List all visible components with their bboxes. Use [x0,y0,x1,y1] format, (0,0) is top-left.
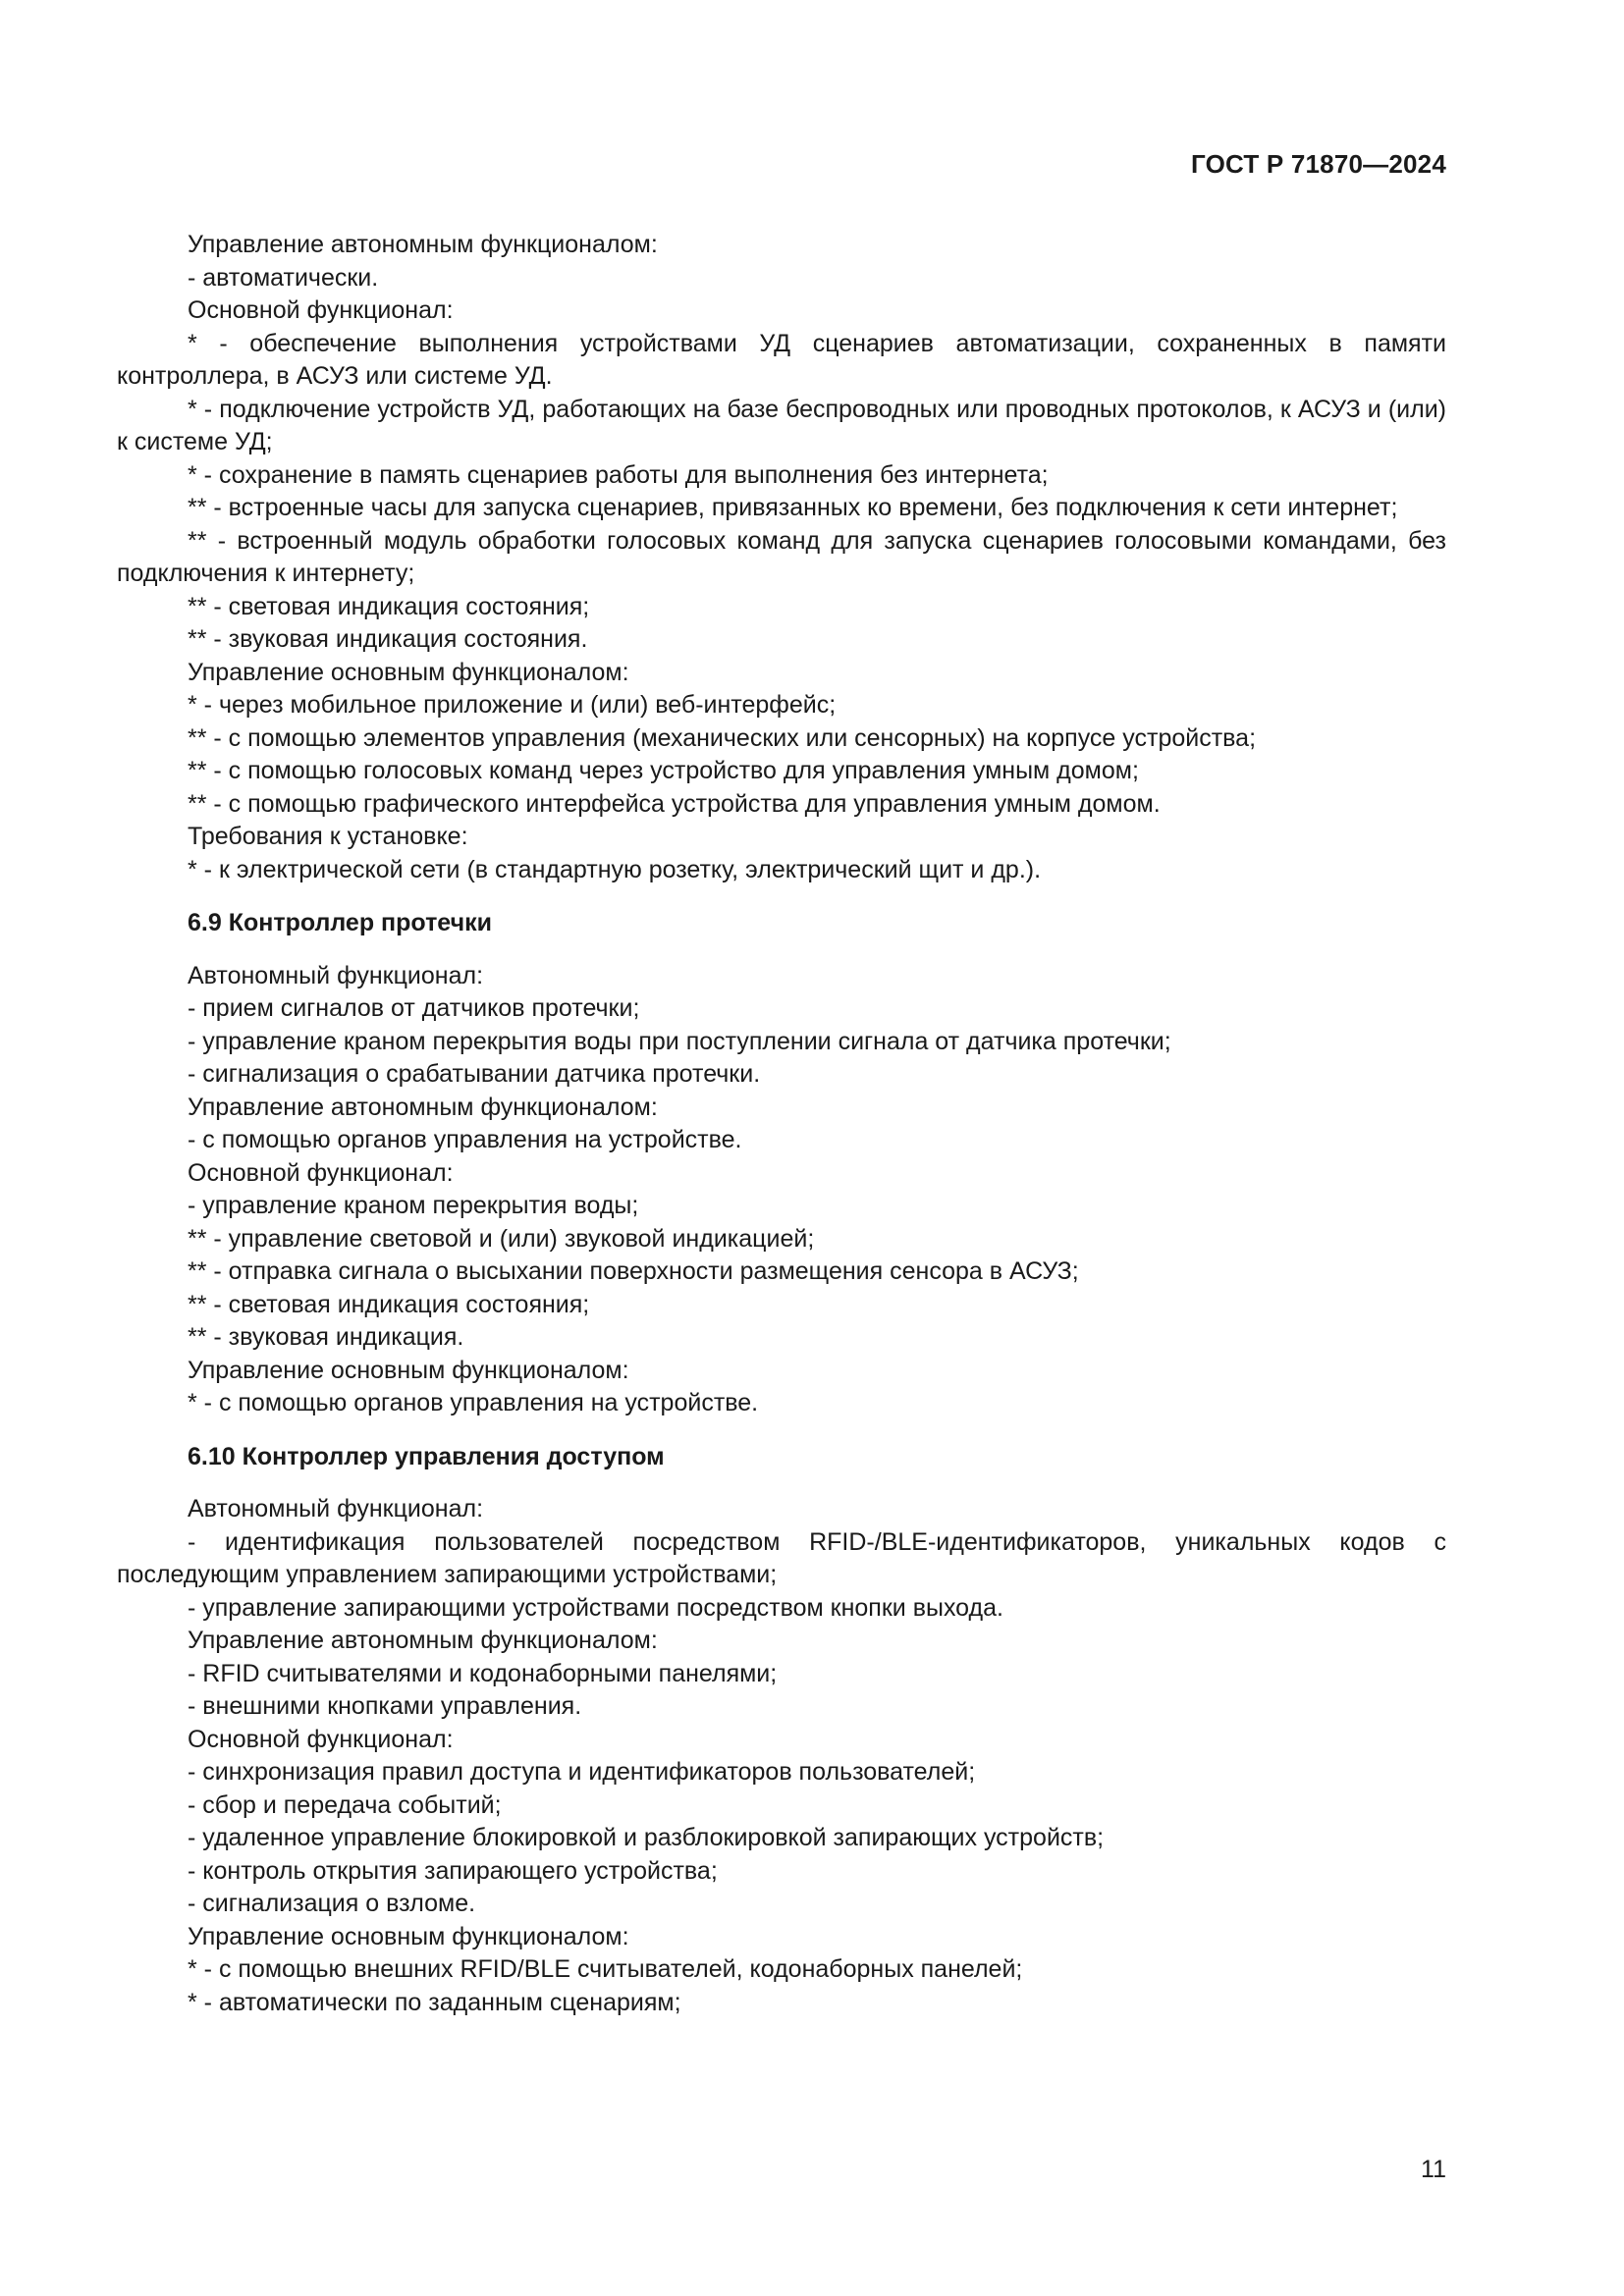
paragraph: - контроль открытия запирающего устройства; [188,1856,718,1885]
paragraph: * - с помощью внешних RFID/BLE считывателей, кодонаборных панелей; [188,1955,1023,1983]
paragraph: Основной функционал: [188,1725,454,1753]
paragraph: ** - отправка сигнала о высыхании поверхности размещения сенсора в АСУЗ; [188,1257,1079,1285]
paragraph: Основной функционал: [188,1158,454,1187]
paragraph: ** - с помощью элементов управления (механических или сенсорных) на корпусе устройства; [188,723,1257,752]
paragraph: - сигнализация о взломе. [188,1890,476,1917]
paragraph: Управление основным функционалом: [188,1356,629,1384]
paragraph: - внешними кнопками управления. [188,1692,582,1720]
paragraph: * - сохранение в память сценариев работы для выполнения без интернета; [188,460,1049,489]
paragraph: - удаленное управление блокировкой и разблокировкой запирающих устройств; [188,1824,1105,1851]
paragraph: - RFID считывателями и кодонаборными панелями; [188,1659,778,1687]
paragraph: ** - световая индикация состояния; [188,1290,590,1318]
paragraph: - синхронизация правил доступа и идентификаторов пользователей; [188,1758,976,1786]
paragraph: ** - звуковая индикация состояния. [188,625,588,653]
paragraph: ** - встроенный модуль обработки голосовых команд для запуска сценариев голосовыми командами, без подключения к интернету; [117,526,1446,587]
paragraph: ** - управление световой и (или) звуковой индикацией; [188,1224,815,1253]
paragraph: Управление автономным функционалом: [188,231,658,258]
paragraph: Требования к установке: [188,823,468,850]
paragraph: ** - звуковая индикация. [188,1323,464,1351]
paragraph: ** - с помощью голосовых команд через устройство для управления умным домом; [188,757,1139,784]
document-header: ГОСТ Р 71870—2024 [1191,149,1446,179]
paragraph: - автоматически. [188,263,379,292]
paragraph: Автономный функционал: [188,961,484,989]
paragraph: Основной функционал: [188,296,454,324]
paragraph: - управление краном перекрытия воды при поступлении сигнала от датчика протечки; [188,1027,1171,1055]
paragraph: - с помощью органов управления на устройстве. [188,1126,742,1153]
paragraph: ** - световая индикация состояния; [188,592,590,620]
paragraph: ** - встроенные часы для запуска сценариев, привязанных ко времени, без подключения к сети интернет; [188,494,1398,521]
paragraph: * - подключение устройств УД, работающих на базе беспроводных или проводных протоколов, к АСУЗ и (или) к системе УД; [117,395,1446,455]
paragraph: * - обеспечение выполнения устройствами УД сценариев автоматизации, сохраненных в памяти контроллера, в АСУЗ или системе УД. [117,329,1446,390]
paragraph: * - через мобильное приложение и (или) веб-интерфейс; [188,691,837,719]
paragraph: * - автоматически по заданным сценариям; [188,1988,681,2016]
paragraph: - идентификация пользователей посредством RFID-/BLE-идентификаторов, уникальных кодов с последующим управлением запирающими устройствами; [117,1527,1446,1588]
section-heading: 6.10 Контроллер управления доступом [188,1442,665,1470]
paragraph: Управление автономным функционалом: [188,1627,658,1654]
paragraph: * - с помощью органов управления на устройстве. [188,1389,759,1416]
paragraph: - сигнализация о срабатывании датчика протечки. [188,1060,761,1088]
paragraph: - управление запирающими устройствами посредством кнопки выхода. [188,1593,1003,1622]
paragraph: * - к электрической сети (в стандартную розетку, электрический щит и др.). [188,855,1042,883]
document-body [117,229,1446,2019]
paragraph: Управление автономным функционалом: [188,1093,658,1121]
paragraph: ** - с помощью графического интерфейса устройства для управления умным домом. [188,789,1161,818]
section-heading: 6.9 Контроллер протечки [188,909,492,936]
paragraph: - сбор и передача событий; [188,1790,502,1819]
paragraph: Автономный функционал: [188,1495,484,1522]
paragraph: Управление основным функционалом: [188,1922,629,1950]
page-number: 11 [1421,2156,1446,2183]
paragraph: - управление краном перекрытия воды; [188,1192,639,1219]
paragraph: Управление основным функционалом: [188,658,629,686]
paragraph: - прием сигналов от датчиков протечки; [188,994,640,1022]
